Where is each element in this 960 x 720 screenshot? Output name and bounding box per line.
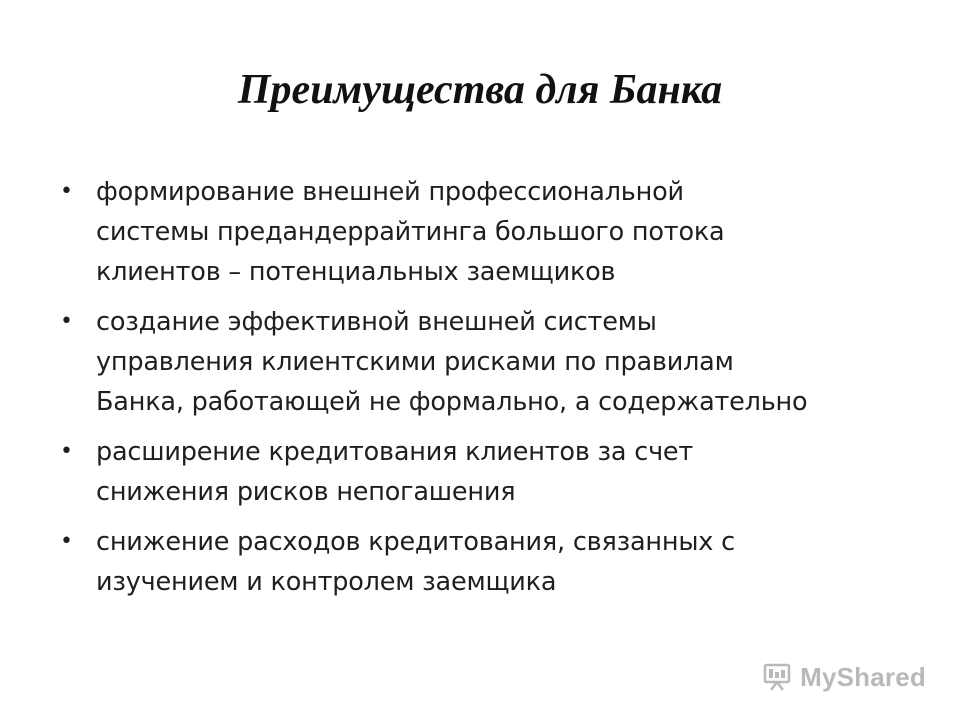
bullet-list — [60, 172, 920, 612]
bullet-text-line: Банка, работающей не формально, а содержательно — [96, 387, 808, 417]
bullet-item — [60, 302, 920, 422]
bullet-text-line: управления клиентскими рисками по правилам — [96, 347, 734, 377]
slide-title: Преимущества для Банка — [237, 67, 723, 113]
watermark-text: MyShared — [800, 661, 926, 692]
bullet-text-line: создание эффективной внешней системы — [96, 307, 657, 337]
bullet-text-line: снижение расходов кредитования, связанных с — [96, 527, 735, 557]
bullet-text-line: расширение кредитования клиентов за счет — [96, 437, 694, 467]
bullet-text-line: снижения рисков непогашения — [96, 477, 516, 507]
bullet-marker: • — [60, 309, 73, 334]
bullet-item — [60, 432, 920, 512]
bullet-item — [60, 172, 920, 292]
presentation-board-icon — [762, 662, 792, 692]
bullet-text-line: формирование внешней профессиональной — [96, 177, 684, 207]
bullet-marker: • — [60, 529, 73, 554]
bullet-marker: • — [60, 439, 73, 464]
bullet-text-line: изучением и контролем заемщика — [96, 567, 557, 597]
bullet-marker: • — [60, 179, 73, 204]
bullet-item — [60, 522, 920, 602]
bullet-text-line: клиентов – потенциальных заемщиков — [96, 257, 616, 287]
bullet-text-line: системы предандеррайтинга большого потока — [96, 217, 725, 247]
myshared-watermark — [762, 660, 926, 694]
